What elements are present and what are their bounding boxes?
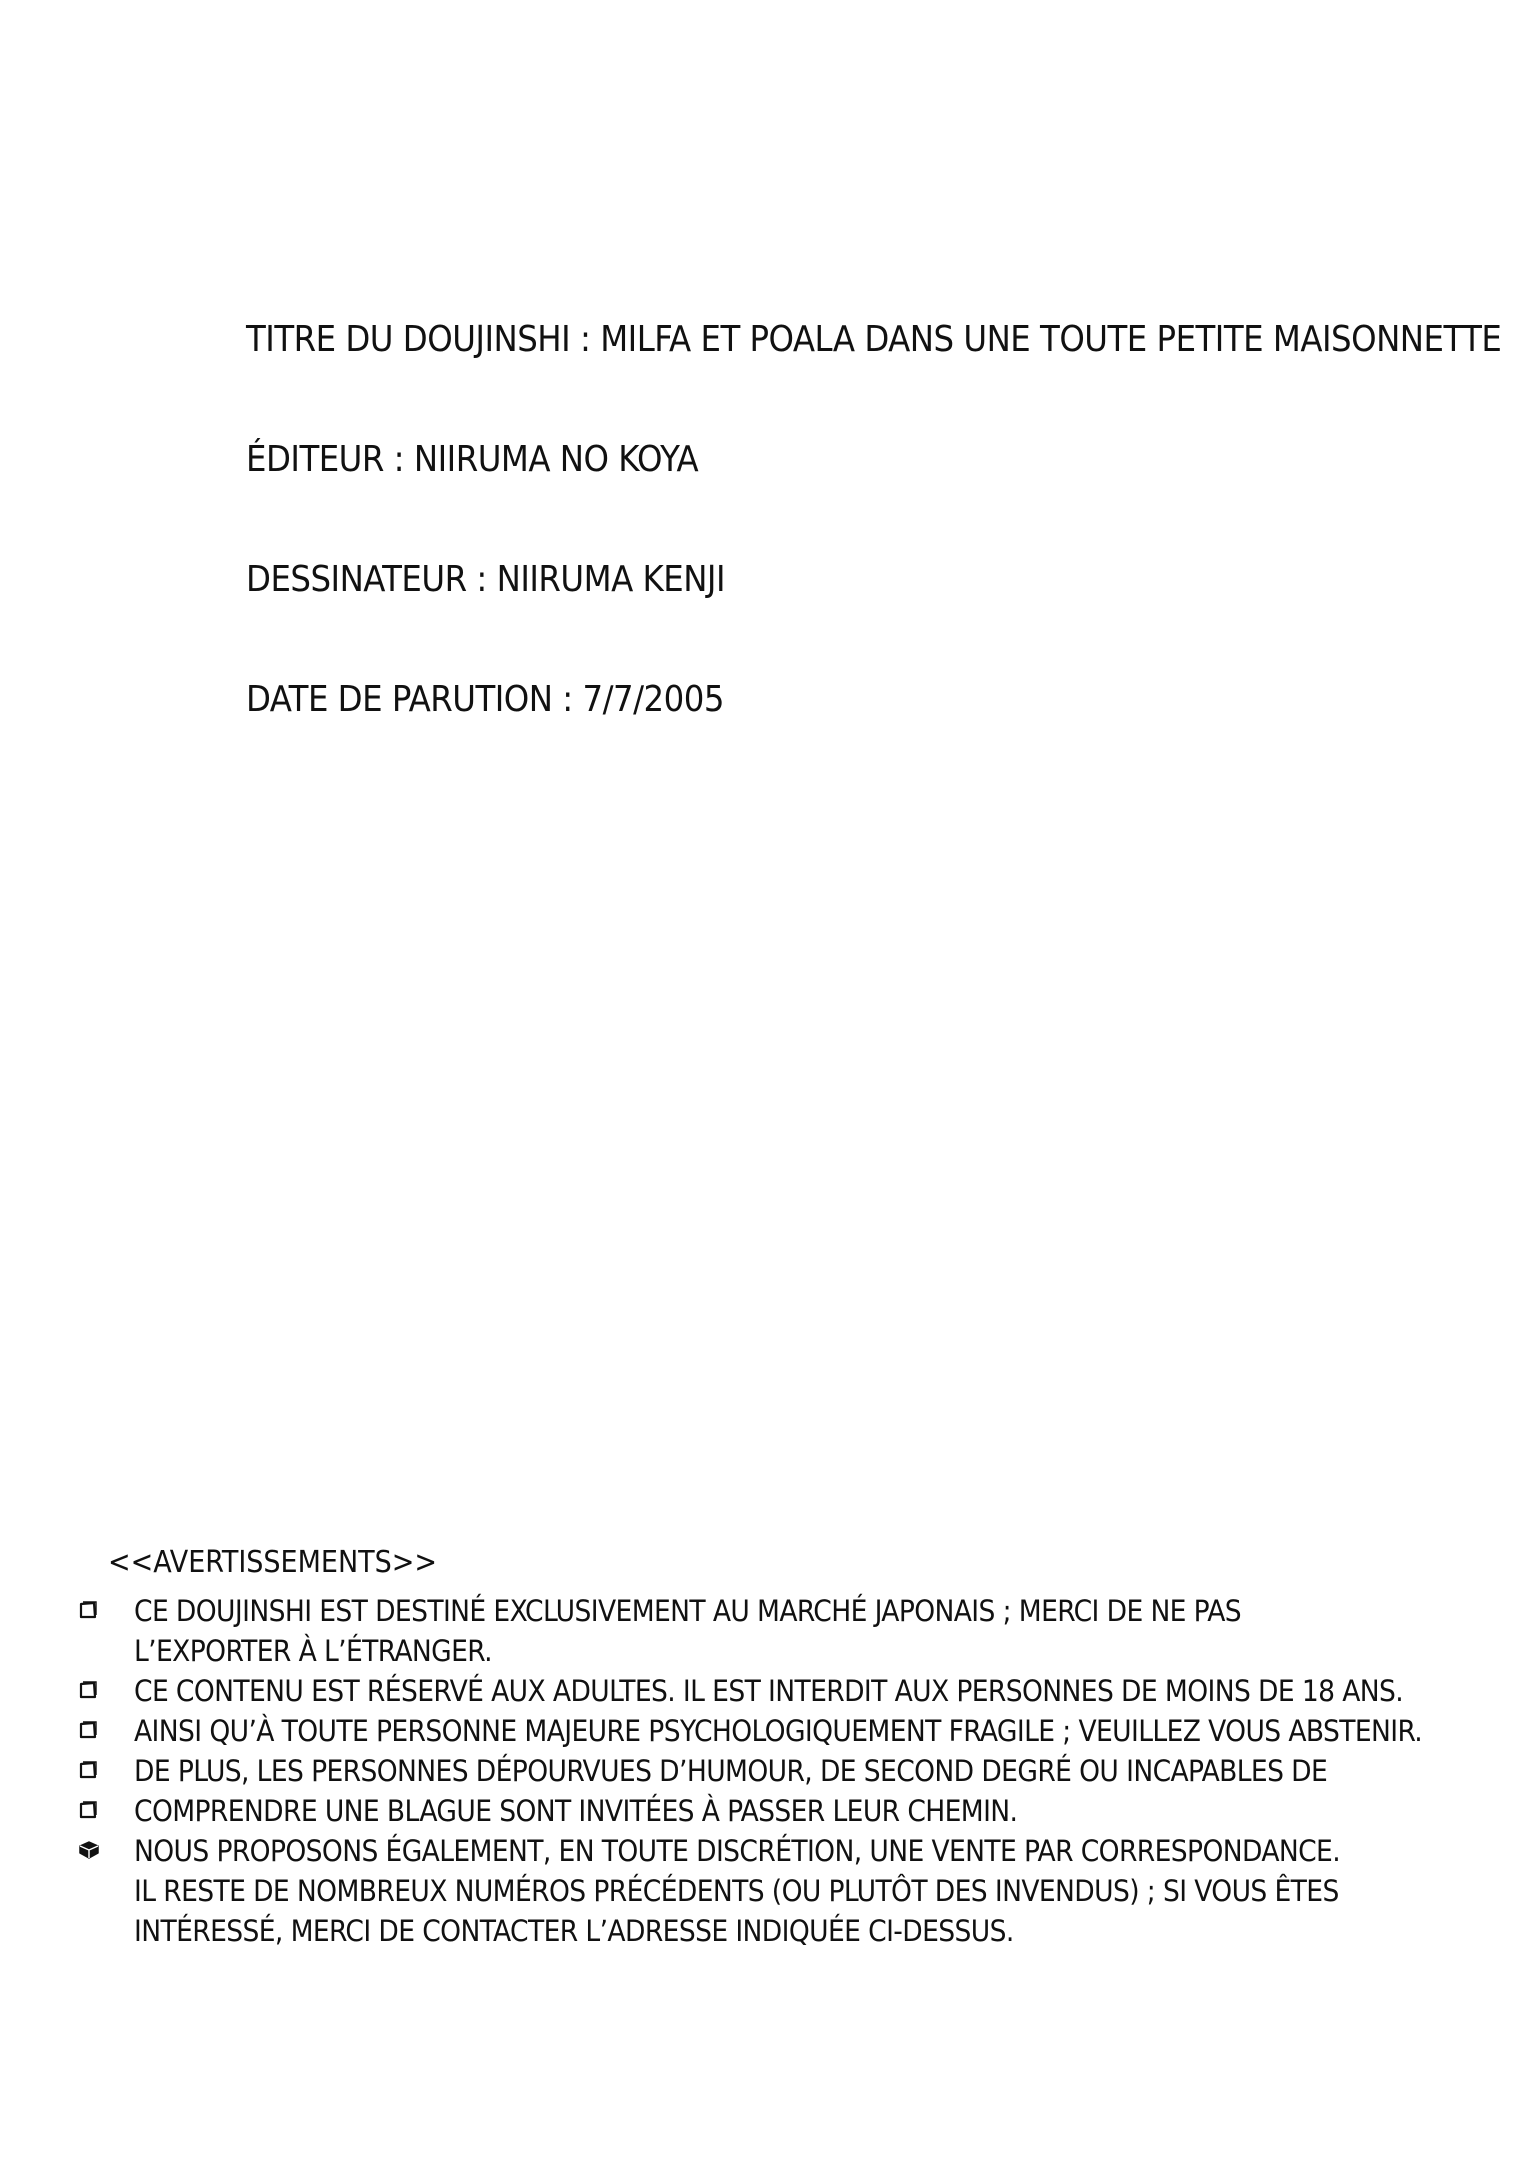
- warning-line: [78, 1831, 1518, 1871]
- warning-text: IL RESTE DE NOMBREUX NUMÉROS PRÉCÉDENTS (OU PLUTÔT DES INVENDUS) ; SI VOUS ÊTES: [134, 1874, 1339, 1908]
- date-line: DATE DE PARUTION : 7/7/2005: [246, 679, 724, 720]
- title-line: TITRE DU DOUJINSHI : MILFA ET POALA DANS UNE TOUTE PETITE MAISONNETTE: [246, 319, 1502, 360]
- warning-text: DE PLUS, LES PERSONNES DÉPOURVUES D’HUMOUR, DE SECOND DEGRÉ OU INCAPABLES DE: [134, 1754, 1328, 1788]
- doujinshi-info: [246, 320, 1501, 720]
- warning-line: [78, 1751, 1518, 1791]
- warning-line: [78, 1711, 1518, 1751]
- warning-line: [78, 1671, 1518, 1711]
- warning-line: [78, 1871, 1518, 1911]
- checkbox-empty-icon: [78, 1600, 98, 1620]
- warnings-heading: <<AVERTISSEMENTS>>: [108, 1545, 437, 1580]
- publisher-line: ÉDITEUR : NIIRUMA NO KOYA: [246, 439, 699, 480]
- artist-line: DESSINATEUR : NIIRUMA KENJI: [246, 559, 726, 600]
- warning-line: [78, 1791, 1518, 1831]
- warnings-section: [78, 1545, 1518, 1951]
- warning-text: INTÉRESSÉ, MERCI DE CONTACTER L’ADRESSE INDIQUÉE CI-DESSUS.: [134, 1914, 1014, 1948]
- warning-line: [78, 1911, 1518, 1951]
- checkbox-empty-icon: [78, 1680, 98, 1700]
- warning-line: [78, 1631, 1518, 1671]
- checkbox-empty-icon: [78, 1760, 98, 1780]
- warning-text: AINSI QU’À TOUTE PERSONNE MAJEURE PSYCHOLOGIQUEMENT FRAGILE ; VEUILLEZ VOUS ABSTENIR.: [134, 1714, 1423, 1748]
- warning-text: COMPRENDRE UNE BLAGUE SONT INVITÉES À PASSER LEUR CHEMIN.: [134, 1794, 1018, 1828]
- warning-line: [78, 1591, 1518, 1631]
- warning-text: L’EXPORTER À L’ÉTRANGER.: [134, 1634, 492, 1668]
- box-filled-icon: [78, 1840, 98, 1860]
- warning-text: CE DOUJINSHI EST DESTINÉ EXCLUSIVEMENT AU MARCHÉ JAPONAIS ; MERCI DE NE PAS: [134, 1594, 1241, 1628]
- checkbox-empty-icon: [78, 1800, 98, 1820]
- warning-text: NOUS PROPOSONS ÉGALEMENT, EN TOUTE DISCRÉTION, UNE VENTE PAR CORRESPONDANCE.: [134, 1834, 1341, 1868]
- checkbox-empty-icon: [78, 1720, 98, 1740]
- warning-text: CE CONTENU EST RÉSERVÉ AUX ADULTES. IL EST INTERDIT AUX PERSONNES DE MOINS DE 18 ANS.: [134, 1674, 1404, 1708]
